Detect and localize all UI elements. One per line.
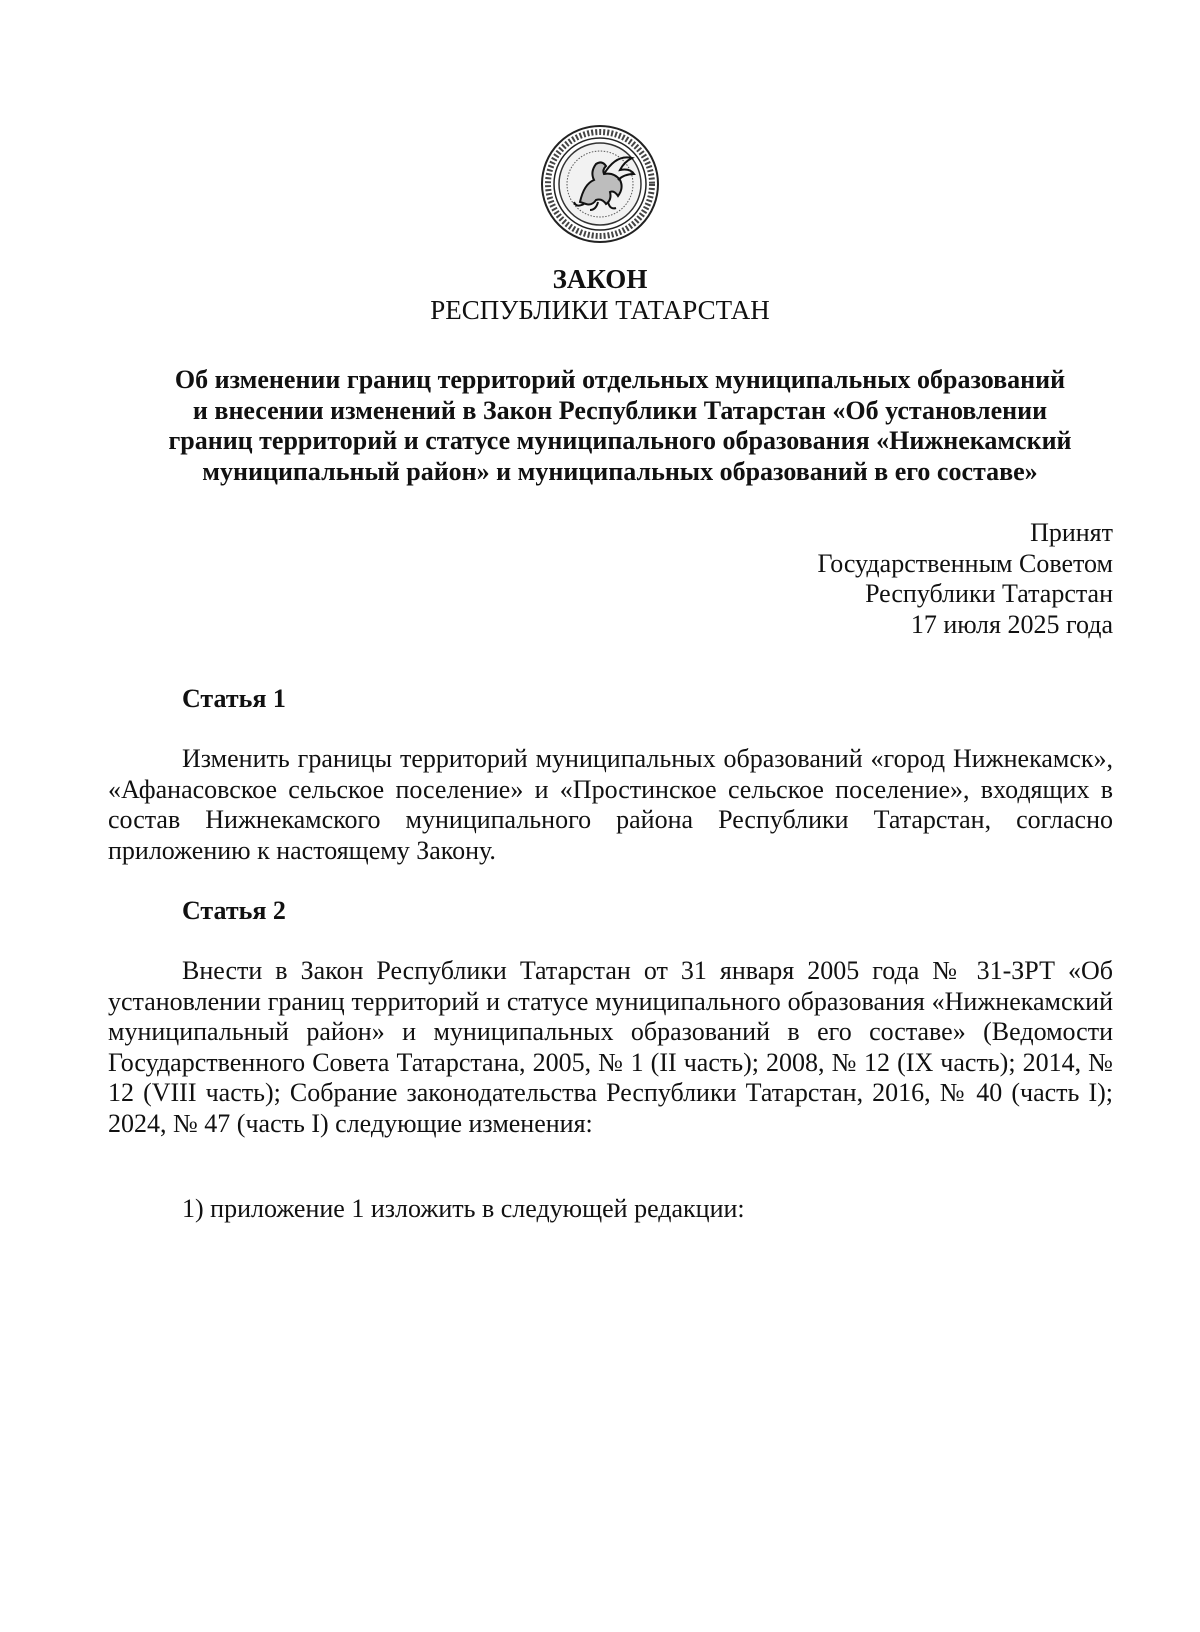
adoption-block [693,518,1113,640]
law-title: ЗАКОН [552,264,648,294]
article-2-text: Внести в Закон Республики Татарстан от 31 января 2005 года № 31-ЗРТ «Об установлении границ территорий и статусе муниципального образования «Нижнекамский муниципальный район» и муниципальных образований в его составе» (Ведомости Государственного Совета Татарстана, 2005, № 1 (II часть); 2008, № 12 (IX часть); 2014, № 12 (VIII часть); Собрание законодательства Республики Татарстан, 2016, № 40 (часть I); 2024, № 47 (часть I) следующие изменения: [108,956,1113,1138]
adoption-line: Республики Татарстан [865,579,1113,608]
adoption-date: 17 июля 2025 года [910,609,1113,639]
heading-line: муниципальный район» и муниципальных образований в его составе» [202,456,1038,486]
adoption-line: Принят [1030,518,1113,547]
article-1-text: Изменить границы территорий муниципальных образований «город Нижнекамск», «Афанасовское сельское поселение» и «Простинское сельское поселение», входящих в состав Нижнекамского муниципального района Республики Татарстан, согласно приложению к настоящему Закону. [108,744,1113,865]
article-1-title: Статья 1 [182,684,286,713]
heading-line: Об изменении границ территорий отдельных муниципальных образований [174,365,1066,394]
heading-line: и внесении изменений в Закон Республики Татарстан «Об установлении [192,395,1048,425]
adoption-line: Государственным Советом [817,548,1113,578]
article-2-title: Статья 2 [182,896,286,925]
republic-title: РЕСПУБЛИКИ ТАТАРСТАН [430,295,770,325]
article-2-item-1: 1) приложение 1 изложить в следующей редакции: [182,1194,745,1223]
law-heading [130,365,1110,487]
coat-of-arms-emblem [540,124,660,244]
heading-line: границ территорий и статусе муниципального образования «Нижнекамский [168,426,1072,455]
